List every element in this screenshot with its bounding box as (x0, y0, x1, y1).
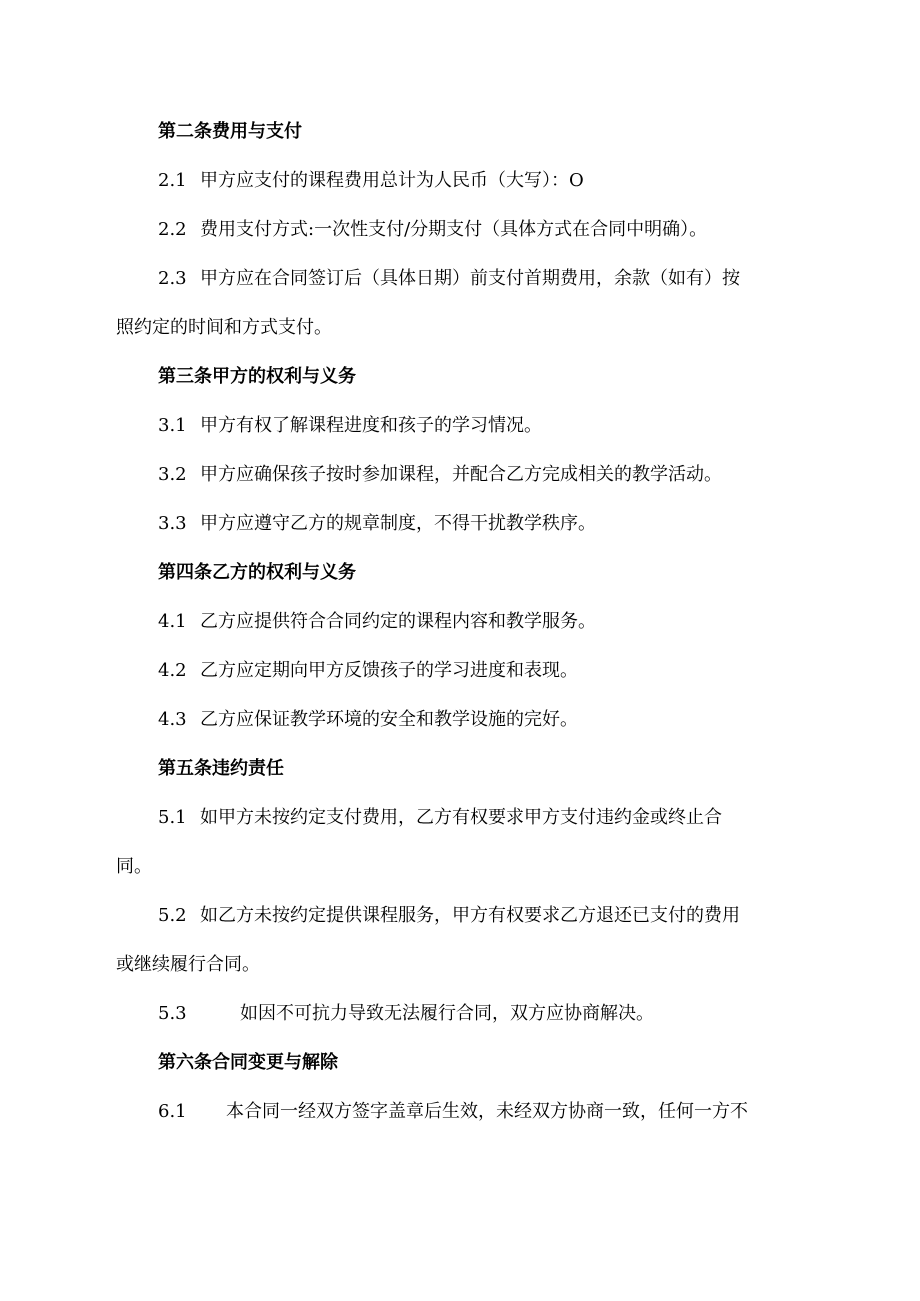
clause-text: 甲方应在合同签订后（具体日期）前支付首期费用，余款（如有）按 (200, 268, 740, 289)
clause-text: 甲方应确保孩子按时参加课程，并配合乙方完成相关的教学活动。 (200, 464, 722, 485)
clause-number: 3.1 (158, 415, 187, 436)
clause-text: 乙方应提供符合合同约定的课程内容和教学服务。 (200, 611, 596, 632)
clause-number: 5.2 (158, 905, 187, 926)
clause-number: 4.1 (158, 611, 187, 632)
clause-number: 3.2 (158, 464, 187, 485)
clause-number: 3.3 (158, 513, 187, 534)
clause-number: 2.2 (158, 219, 187, 240)
section-heading: 第二条费用与支付 (158, 121, 302, 142)
clause-text: 如乙方未按约定提供课程服务，甲方有权要求乙方退还已支付的费用 (200, 905, 740, 926)
section-heading: 第四条乙方的权利与义务 (158, 562, 356, 583)
clause-continuation: 照约定的时间和方式支付。 (116, 317, 332, 338)
clause-number: 5.3 (158, 1003, 187, 1024)
clause-continuation: 同。 (116, 856, 152, 877)
clause-number: 5.1 (158, 807, 187, 828)
clause-number: 4.3 (158, 709, 187, 730)
clause-text: 甲方应支付的课程费用总计为人民币（大写）：O (200, 170, 584, 191)
clause-text: 甲方应遵守乙方的规章制度，不得干扰教学秩序。 (200, 513, 596, 534)
clause-number: 4.2 (158, 660, 187, 681)
clause-text: 乙方应定期向甲方反馈孩子的学习进度和表现。 (200, 660, 578, 681)
clause-text: 费用支付方式:一次性支付/分期支付（具体方式在合同中明确）。 (200, 219, 708, 240)
clause-text: 如甲方未按约定支付费用，乙方有权要求甲方支付违约金或终止合 (200, 807, 722, 828)
clause-text: 本合同一经双方签字盖章后生效，未经双方协商一致，任何一方不 (226, 1101, 748, 1122)
clause-text: 乙方应保证教学环境的安全和教学设施的完好。 (200, 709, 578, 730)
clause-number: 6.1 (158, 1101, 187, 1122)
section-heading: 第六条合同变更与解除 (158, 1052, 338, 1073)
clause-text: 甲方有权了解课程进度和孩子的学习情况。 (200, 415, 542, 436)
clause-text: 如因不可抗力导致无法履行合同，双方应协商解决。 (240, 1003, 654, 1024)
clause-continuation: 或继续履行合同。 (116, 954, 260, 975)
clause-number: 2.1 (158, 170, 187, 191)
clause-number: 2.3 (158, 268, 187, 289)
section-heading: 第五条违约责任 (158, 758, 284, 779)
section-heading: 第三条甲方的权利与义务 (158, 366, 356, 387)
